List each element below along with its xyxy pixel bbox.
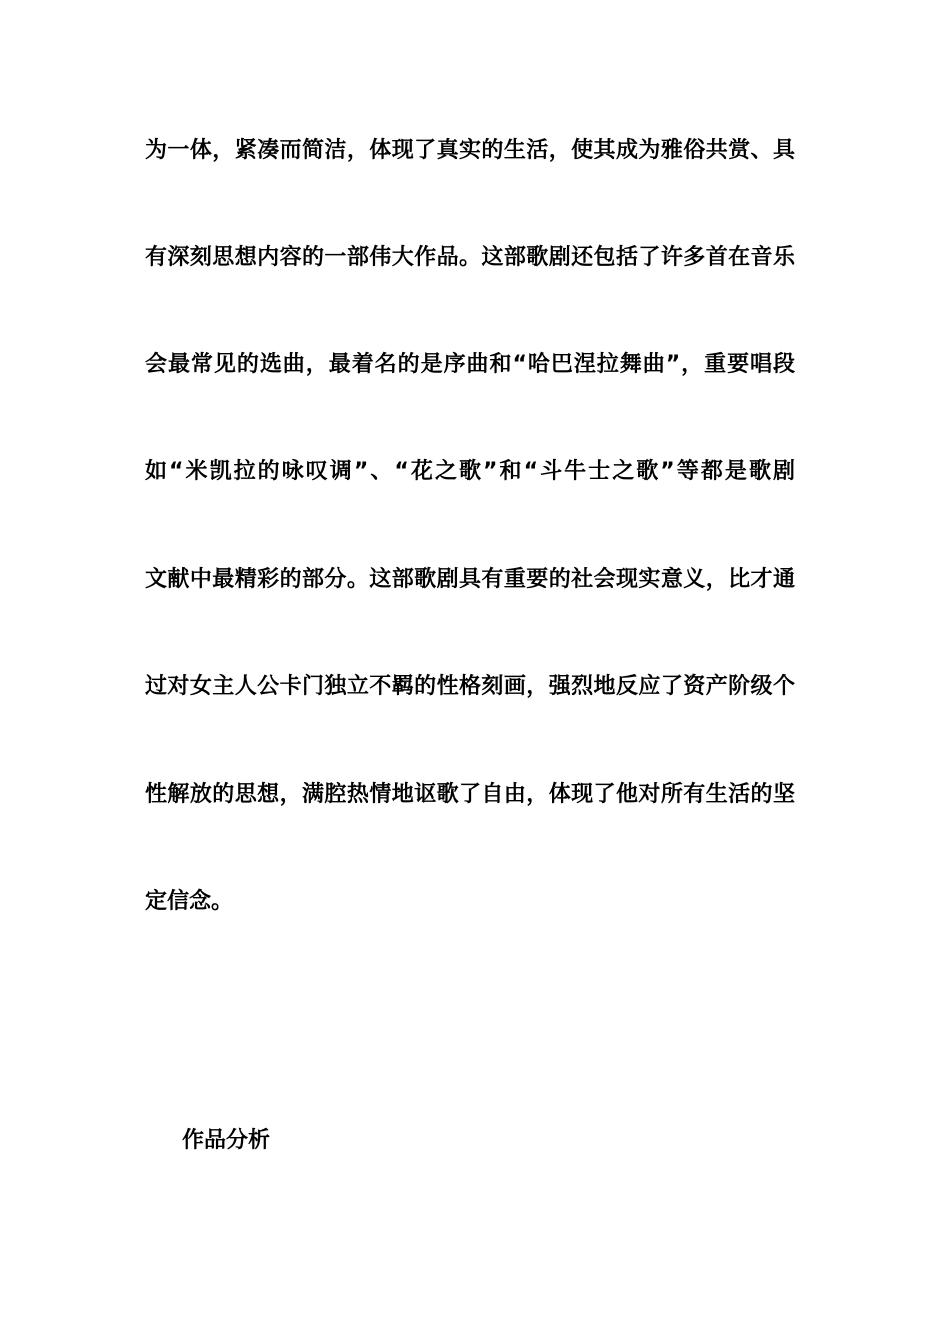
- section-heading: 作品分析: [182, 1128, 271, 1153]
- paragraph-line-8: 定信念。: [145, 889, 234, 914]
- paragraph-line-2: 有深刻思想内容的一部伟大作品。这部歌剧还包括了许多首在音乐: [145, 245, 795, 270]
- paragraph-line-5: 文献中最精彩的部分。这部歌剧具有重要的社会现实意义，比才通: [145, 567, 795, 592]
- paragraph-line-6: 过对女主人公卡门独立不羁的性格刻画，强烈地反应了资产阶级个: [145, 674, 795, 699]
- paragraph-line-1: 为一体，紧凑而简洁，体现了真实的生活，使其成为雅俗共赏、具: [145, 138, 795, 163]
- paragraph-line-7: 性解放的思想，满腔热情地讴歌了自由，体现了他对所有生活的坚: [145, 782, 795, 807]
- paragraph-line-3: 会最常见的选曲，最着名的是序曲和“哈巴涅拉舞曲”，重要唱段: [145, 352, 795, 377]
- paragraph-line-4: 如“米凯拉的咏叹调”、“花之歌”和“斗牛士之歌”等都是歌剧: [145, 459, 795, 484]
